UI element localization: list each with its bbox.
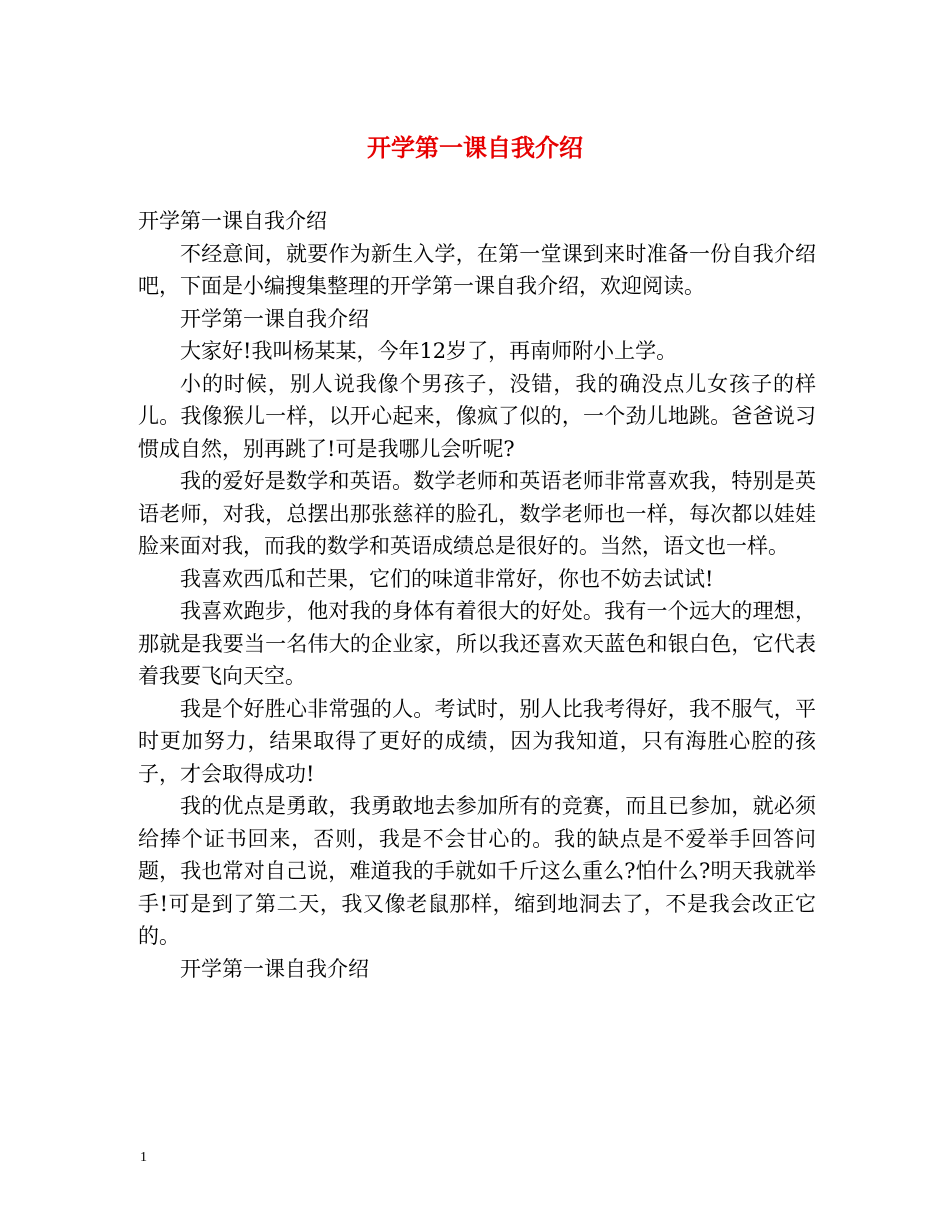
paragraph: 我喜欢西瓜和芒果，它们的味道非常好，你也不妨去试试! xyxy=(180,566,714,591)
paragraph: 开学第一课自我介绍 xyxy=(138,209,327,233)
paragraph: 我喜欢跑步，他对我的身体有着很大的好处。我有一个远大的理想，那就是我要当一名伟大的企业家，所以我还喜欢天蓝色和银白色，它代表着我要飞向天空。 xyxy=(138,599,816,688)
document-body xyxy=(138,205,816,985)
paragraph: 小的时候，别人说我像个男孩子，没错，我的确没点儿女孩子的样儿。我像猴儿一样，以开心起来，像疯了似的，一个劲儿地跳。爸爸说习惯成自然，别再跳了!可是我哪儿会听呢? xyxy=(138,371,816,461)
page-number: 1 xyxy=(140,1150,147,1165)
paragraph: 我的爱好是数学和英语。数学老师和英语老师非常喜欢我，特别是英语老师，对我，总摆出那张慈祥的脸孔，数学老师也一样，每次都以娃娃脸来面对我，而我的数学和英语成绩总是很好的。当然，语文也一样。 xyxy=(138,469,816,558)
paragraph: 我的优点是勇敢，我勇敢地去参加所有的竞赛，而且已参加，就必须给捧个证书回来，否则，我是不会甘心的。我的缺点是不爱举手回答问题，我也常对自己说，难道我的手就如千斤这么重么?怕什么?明天我就举手!可是到了第二天，我又像老鼠那样，缩到地洞去了，不是我会改正它的。 xyxy=(138,794,816,948)
paragraph: 开学第一课自我介绍 xyxy=(180,306,369,331)
paragraph: 开学第一课自我介绍 xyxy=(180,956,369,981)
paragraph: 大家好!我叫杨某某，今年12岁了，再南师附小上学。 xyxy=(180,339,678,363)
document-title: 开学第一课自我介绍 xyxy=(367,133,583,162)
paragraph: 不经意间，就要作为新生入学，在第一堂课到来时准备一份自我介绍吧，下面是小编搜集整理的开学第一课自我介绍，欢迎阅读。 xyxy=(138,241,816,298)
paragraph: 我是个好胜心非常强的人。考试时，别人比我考得好，我不服气，平时更加努力，结果取得了更好的成绩，因为我知道，只有海胜心腔的孩子，才会取得成功! xyxy=(138,696,816,786)
